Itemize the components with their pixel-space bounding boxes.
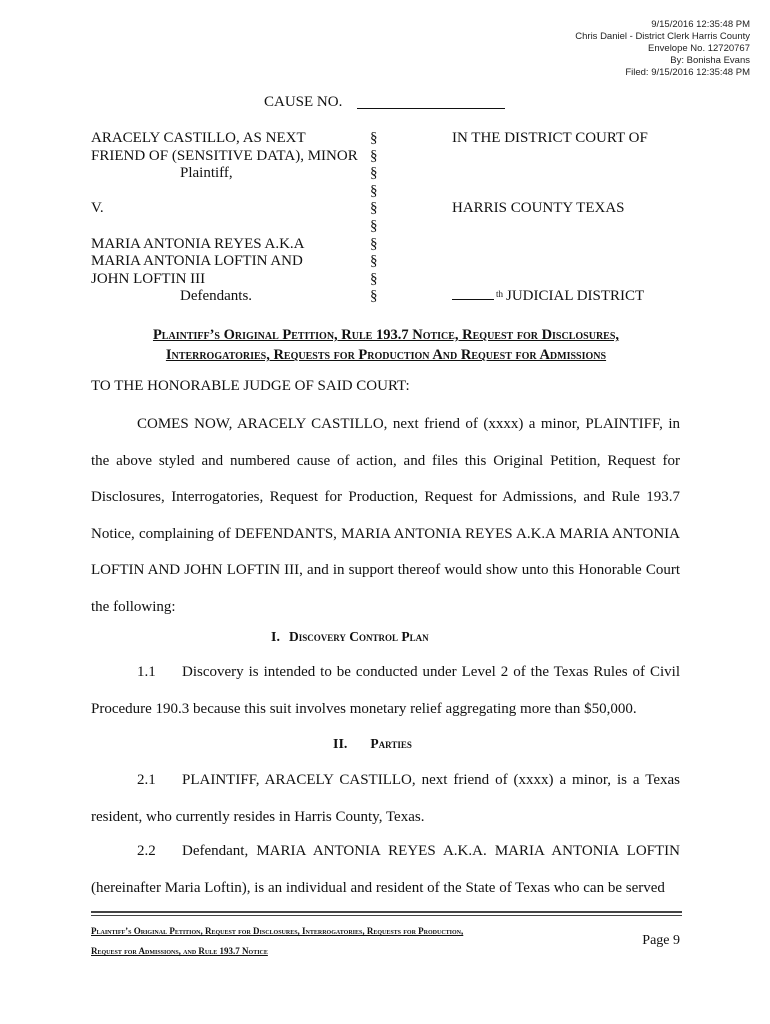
- paragraph-number: 2.2: [137, 843, 156, 859]
- section-symbol: §: [370, 235, 378, 252]
- caption-line: [91, 183, 381, 201]
- section-symbol: §: [370, 253, 378, 270]
- caption-line: MARIA ANTONIA LOFTIN AND: [91, 253, 303, 270]
- section-heading-parties: [333, 736, 412, 753]
- paragraph-text: PLAINTIFF, ARACELY CASTILLO, next friend of (xxxx) a minor, is a Texas resident, who currently resides in Harris County, Texas.: [91, 772, 680, 825]
- court-designation: [452, 130, 682, 306]
- section-number: II.: [333, 737, 348, 752]
- stamp-line: Envelope No. 12720767: [648, 43, 750, 54]
- footer-line-2: Request for Admissions, and Rule 193.7 Notice: [91, 946, 268, 956]
- case-caption-parties: [91, 130, 381, 306]
- stamp-line: By: Bonisha Evans: [670, 55, 750, 66]
- stamp-line: Chris Daniel - District Clerk Harris County: [575, 31, 750, 42]
- court-line-1: IN THE DISTRICT COURT OF: [452, 130, 648, 146]
- court-line-2: HARRIS COUNTY TEXAS: [452, 200, 625, 217]
- section-heading-discovery: [271, 629, 429, 646]
- caption-line: FRIEND OF (SENSITIVE DATA), MINOR: [91, 147, 358, 164]
- section-symbol: §: [370, 147, 378, 164]
- page-number: Page 9: [642, 933, 680, 948]
- section-title: Discovery Control Plan: [288, 629, 429, 644]
- section-symbol: §: [370, 217, 378, 234]
- judicial-district-label: JUDICIAL DISTRICT: [506, 288, 645, 305]
- document-title: [91, 325, 681, 365]
- title-line-1: Plaintiff’s Original Petition, Rule 193.7 Notice, Request for Disclosures,: [152, 327, 620, 343]
- footer-rule: [91, 911, 682, 913]
- title-line-2: Interrogatories, Requests for Production And Request for Admissions: [165, 347, 607, 363]
- footer-line-1: Plaintiff’s Original Petition, Request for Disclosures, Interrogatories, Requests for Production,: [91, 926, 464, 936]
- caption-line: JOHN LOFTIN III: [91, 270, 206, 287]
- caption-line: Plaintiff,: [180, 165, 233, 182]
- cause-number-blank: [357, 108, 505, 109]
- paragraph-number: 2.1: [137, 772, 156, 788]
- paragraph-2-1: [91, 762, 680, 835]
- intro-paragraph: COMES NOW, ARACELY CASTILLO, next friend of (xxxx) a minor, PLAINTIFF, in the above styled and numbered cause of action, and files this Original Petition, Request for Disclosures, Interrogatories, Request for Production, Request for Admissions, and Rule 193.7 Notice, complaining of DEFENDANTS, MARIA ANTONIA REYES A.K.A MARIA ANTONIA LOFTIN AND JOHN LOFTIN III, and in support thereof would show unto this Honorable Court the following:: [91, 416, 680, 615]
- court-line-3: [452, 288, 682, 306]
- section-symbol: §: [370, 288, 378, 305]
- section-symbol: §: [370, 270, 378, 287]
- salutation: TO THE HONORABLE JUDGE OF SAID COURT:: [91, 378, 410, 394]
- footer-document-title: [91, 921, 591, 961]
- section-symbol: §: [370, 200, 378, 217]
- section-symbol: §: [370, 182, 378, 199]
- stamp-line: Filed: 9/15/2016 12:35:48 PM: [625, 67, 750, 78]
- caption-line: [91, 218, 381, 236]
- cause-number-label: CAUSE NO.: [264, 94, 343, 110]
- section-symbol-column: [370, 130, 378, 306]
- filing-stamp: [575, 19, 750, 79]
- stamp-line: 9/15/2016 12:35:48 PM: [651, 19, 750, 30]
- ordinal-suffix: th: [496, 289, 504, 300]
- section-number: I.: [271, 630, 280, 645]
- section-symbol: §: [370, 130, 378, 146]
- section-symbol: §: [370, 165, 378, 182]
- footer-rule: [91, 915, 682, 916]
- caption-line: ARACELY CASTILLO, AS NEXT: [91, 130, 306, 146]
- caption-line: Defendants.: [180, 288, 253, 305]
- paragraph-text: Defendant, MARIA ANTONIA REYES A.K.A. MARIA ANTONIA LOFTIN (hereinafter Maria Loftin), is an individual and resident of the State of Texas who can be served: [91, 843, 680, 896]
- caption-line: V.: [91, 200, 104, 217]
- paragraph-text: Discovery is intended to be conducted under Level 2 of the Texas Rules of Civil Procedure 190.3 because this suit involves monetary relief aggregating more than $50,000.: [91, 664, 680, 717]
- paragraph-2-2: [91, 833, 680, 906]
- caption-line: MARIA ANTONIA REYES A.K.A: [91, 235, 305, 252]
- district-number-blank: [452, 288, 494, 300]
- section-title: Parties: [370, 736, 412, 751]
- paragraph-number: 1.1: [137, 664, 156, 680]
- paragraph-1-1: [91, 654, 680, 727]
